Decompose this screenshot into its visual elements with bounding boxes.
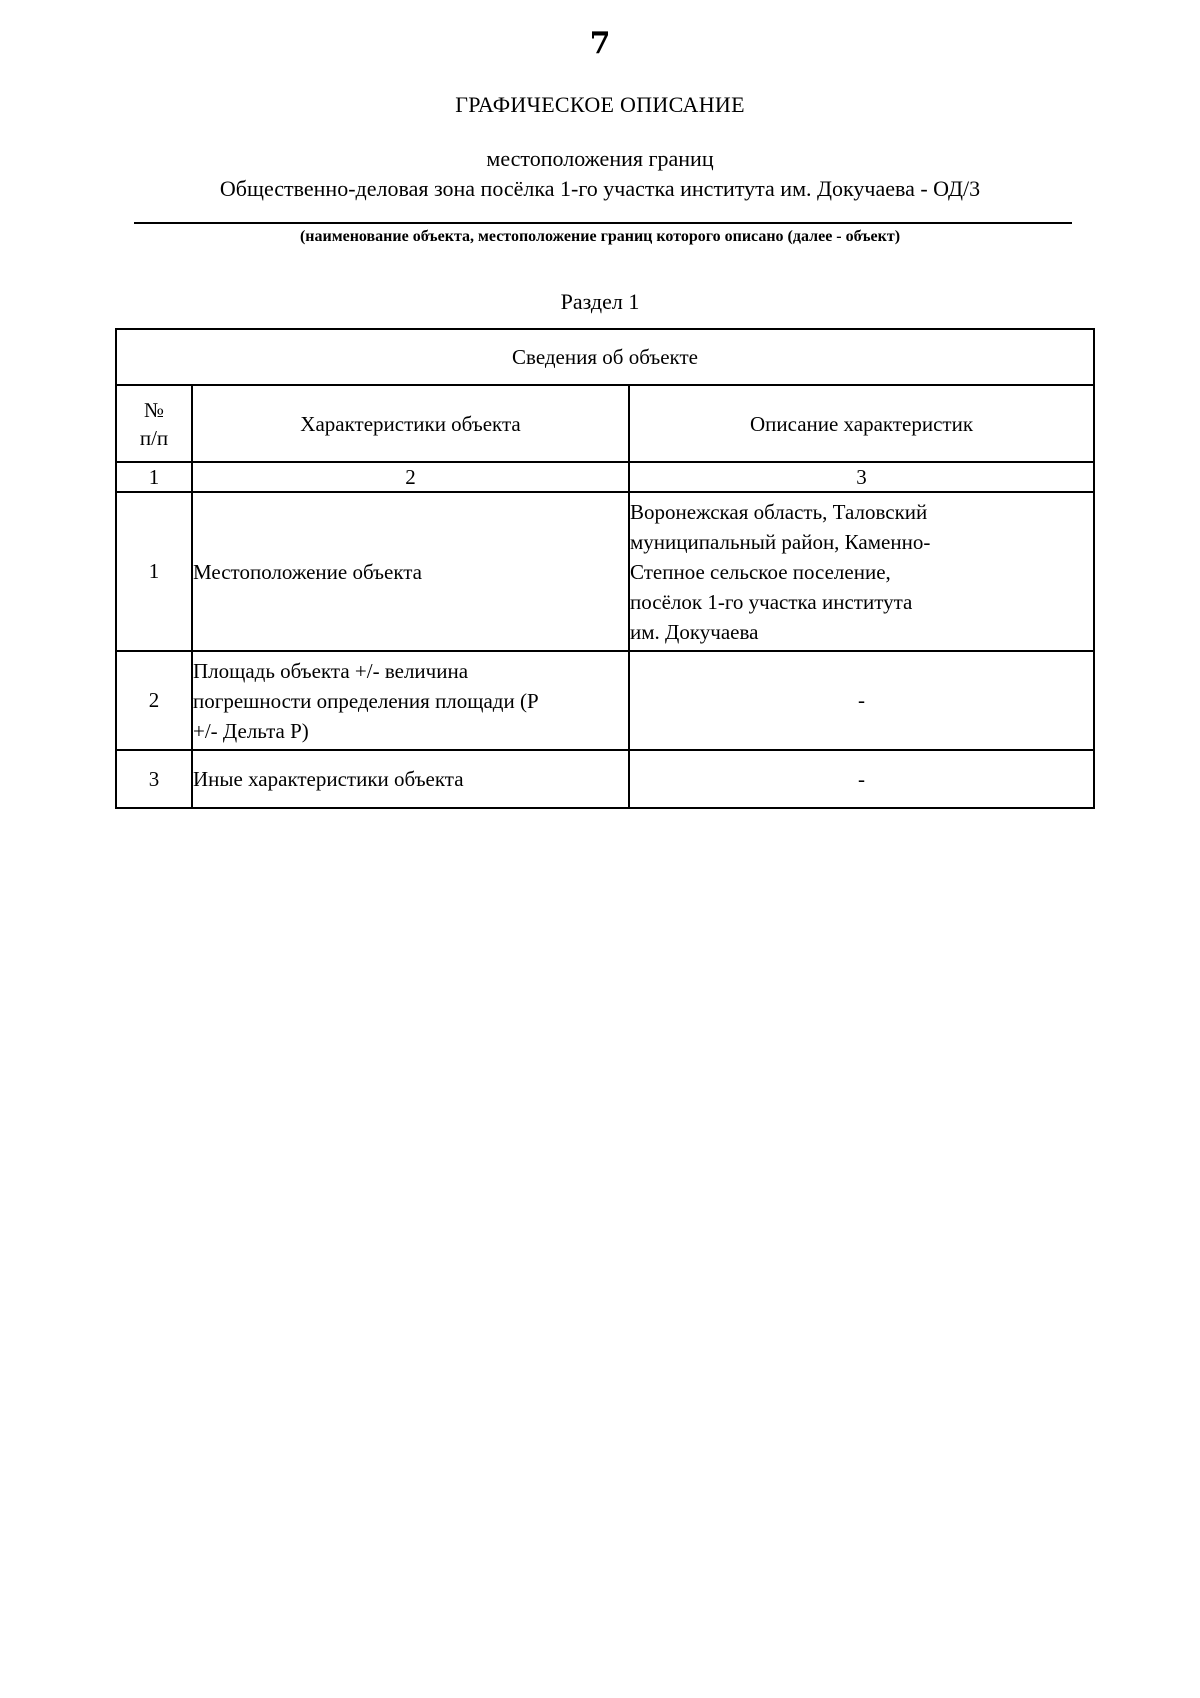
row-description: - [629, 651, 1094, 750]
column-index-3: 3 [629, 462, 1094, 492]
header-num-line1: № [143, 397, 165, 422]
table-caption: Сведения об объекте [116, 329, 1094, 385]
table-row [116, 750, 1094, 808]
row-characteristic: Иные характеристики объекта [192, 750, 629, 808]
description-line: муниципальный район, Каменно- [630, 529, 931, 554]
column-index-1: 1 [116, 462, 192, 492]
header-num-cell [116, 385, 192, 462]
characteristic-line: +/- Дельта P) [193, 718, 309, 743]
document-title: ГРАФИЧЕСКОЕ ОПИСАНИЕ [455, 92, 745, 117]
header-description: Описание характеристик [629, 385, 1094, 462]
table-caption-row [116, 329, 1094, 385]
description-line: Воронежская область, Таловский [630, 499, 928, 524]
row-number: 1 [116, 492, 192, 651]
header-characteristic: Характеристики объекта [192, 385, 629, 462]
table-header-row [116, 385, 1094, 462]
table-row [116, 651, 1094, 750]
description-line: им. Докучаева [630, 619, 759, 644]
row-description: - [629, 750, 1094, 808]
object-name-caption: (наименование объекта, местоположение границ которого описано (далее - объект) [299, 228, 901, 245]
object-info-table [115, 328, 1095, 809]
table-row [116, 492, 1094, 651]
column-index-row [116, 462, 1094, 492]
page-number: 7 [589, 26, 611, 61]
object-name: Общественно-деловая зона посёлка 1-го участка института им. Докучаева - ОД/3 [219, 176, 981, 201]
characteristic-line: Площадь объекта +/- величина [193, 658, 469, 683]
column-index-2: 2 [192, 462, 629, 492]
row-number: 3 [116, 750, 192, 808]
description-line: Степное сельское поселение, [630, 559, 891, 584]
row-description [629, 492, 1094, 651]
document-subtitle: местоположения границ [486, 146, 714, 171]
row-number: 2 [116, 651, 192, 750]
characteristic-line: погрешности определения площади (P [193, 688, 539, 713]
description-line: посёлок 1-го участка института [630, 589, 913, 614]
section-heading: Раздел 1 [560, 289, 640, 314]
header-num-line2: п/п [139, 425, 169, 450]
row-characteristic: Местоположение объекта [192, 492, 629, 651]
row-characteristic [192, 651, 629, 750]
object-name-underline [134, 222, 1072, 224]
